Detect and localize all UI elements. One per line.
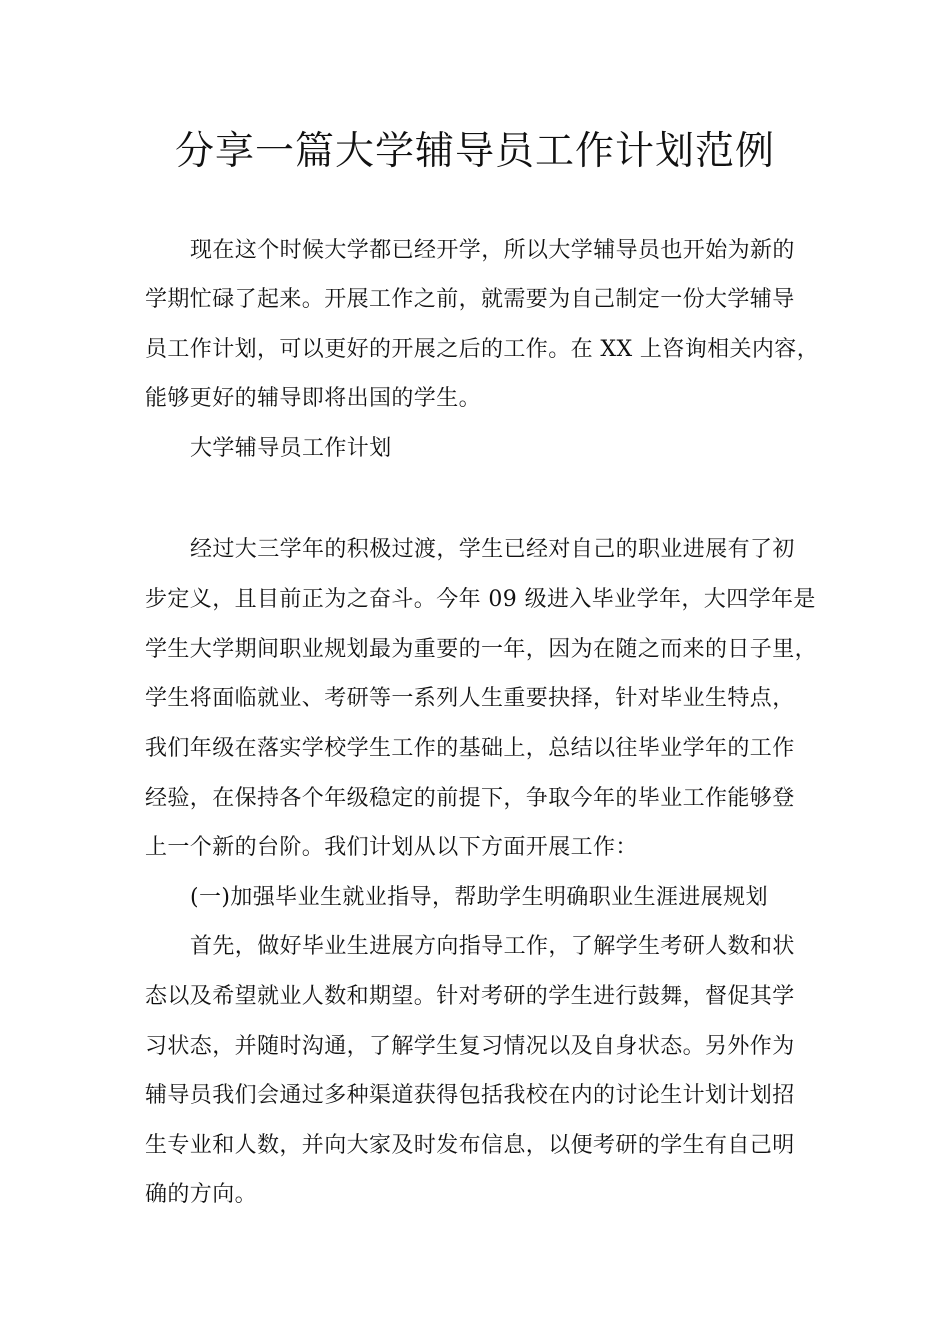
paragraph-line: 学生大学期间职业规划最为重要的一年，因为在随之而来的日子里， <box>145 637 818 662</box>
paragraph-line: 步定义，且目前正为之奋斗。今年 09 级进入毕业学年，大四学年是 <box>145 587 816 612</box>
paragraph-line: 经过大三学年的积极过渡，学生已经对自己的职业进展有了初 <box>190 537 795 562</box>
section-heading: 大学辅导员工作计划 <box>190 436 392 461</box>
paragraph-line: 员工作计划，可以更好的开展之后的工作。在 XX 上咨询相关内容， <box>145 337 820 362</box>
paragraph-line: 现在这个时候大学都已经开学，所以大学辅导员也开始为新的 <box>190 238 795 263</box>
paragraph-line: 学生将面临就业、考研等一系列人生重要抉择，针对毕业生特点， <box>145 686 795 711</box>
subsection-heading: (一)加强毕业生就业指导，帮助学生明确职业生涯进展规划 <box>190 885 768 910</box>
paragraph-line: 学期忙碌了起来。开展工作之前，就需要为自己制定一份大学辅导 <box>145 287 795 312</box>
paragraph-line: 确的方向。 <box>145 1182 258 1207</box>
paragraph-line: 首先，做好毕业生进展方向指导工作，了解学生考研人数和状 <box>190 934 795 959</box>
paragraph-line: 上一个新的台阶。我们计划从以下方面开展工作： <box>145 835 638 860</box>
paragraph-line: 经验，在保持各个年级稳定的前提下，争取今年的毕业工作能够登 <box>145 786 795 811</box>
document-title: 分享一篇大学辅导员工作计划范例 <box>174 129 775 174</box>
paragraph-line: 生专业和人数，并向大家及时发布信息，以便考研的学生有自己明 <box>145 1133 795 1158</box>
paragraph-line: 能够更好的辅导即将出国的学生。 <box>145 386 482 411</box>
paragraph-line: 我们年级在落实学校学生工作的基础上，总结以往毕业学年的工作 <box>145 736 795 761</box>
paragraph-line: 辅导员我们会通过多种渠道获得包括我校在内的讨论生计划计划招 <box>145 1083 795 1108</box>
paragraph-line: 态以及希望就业人数和期望。针对考研的学生进行鼓舞，督促其学 <box>145 984 795 1009</box>
paragraph-line: 习状态，并随时沟通，了解学生复习情况以及自身状态。另外作为 <box>145 1034 795 1059</box>
